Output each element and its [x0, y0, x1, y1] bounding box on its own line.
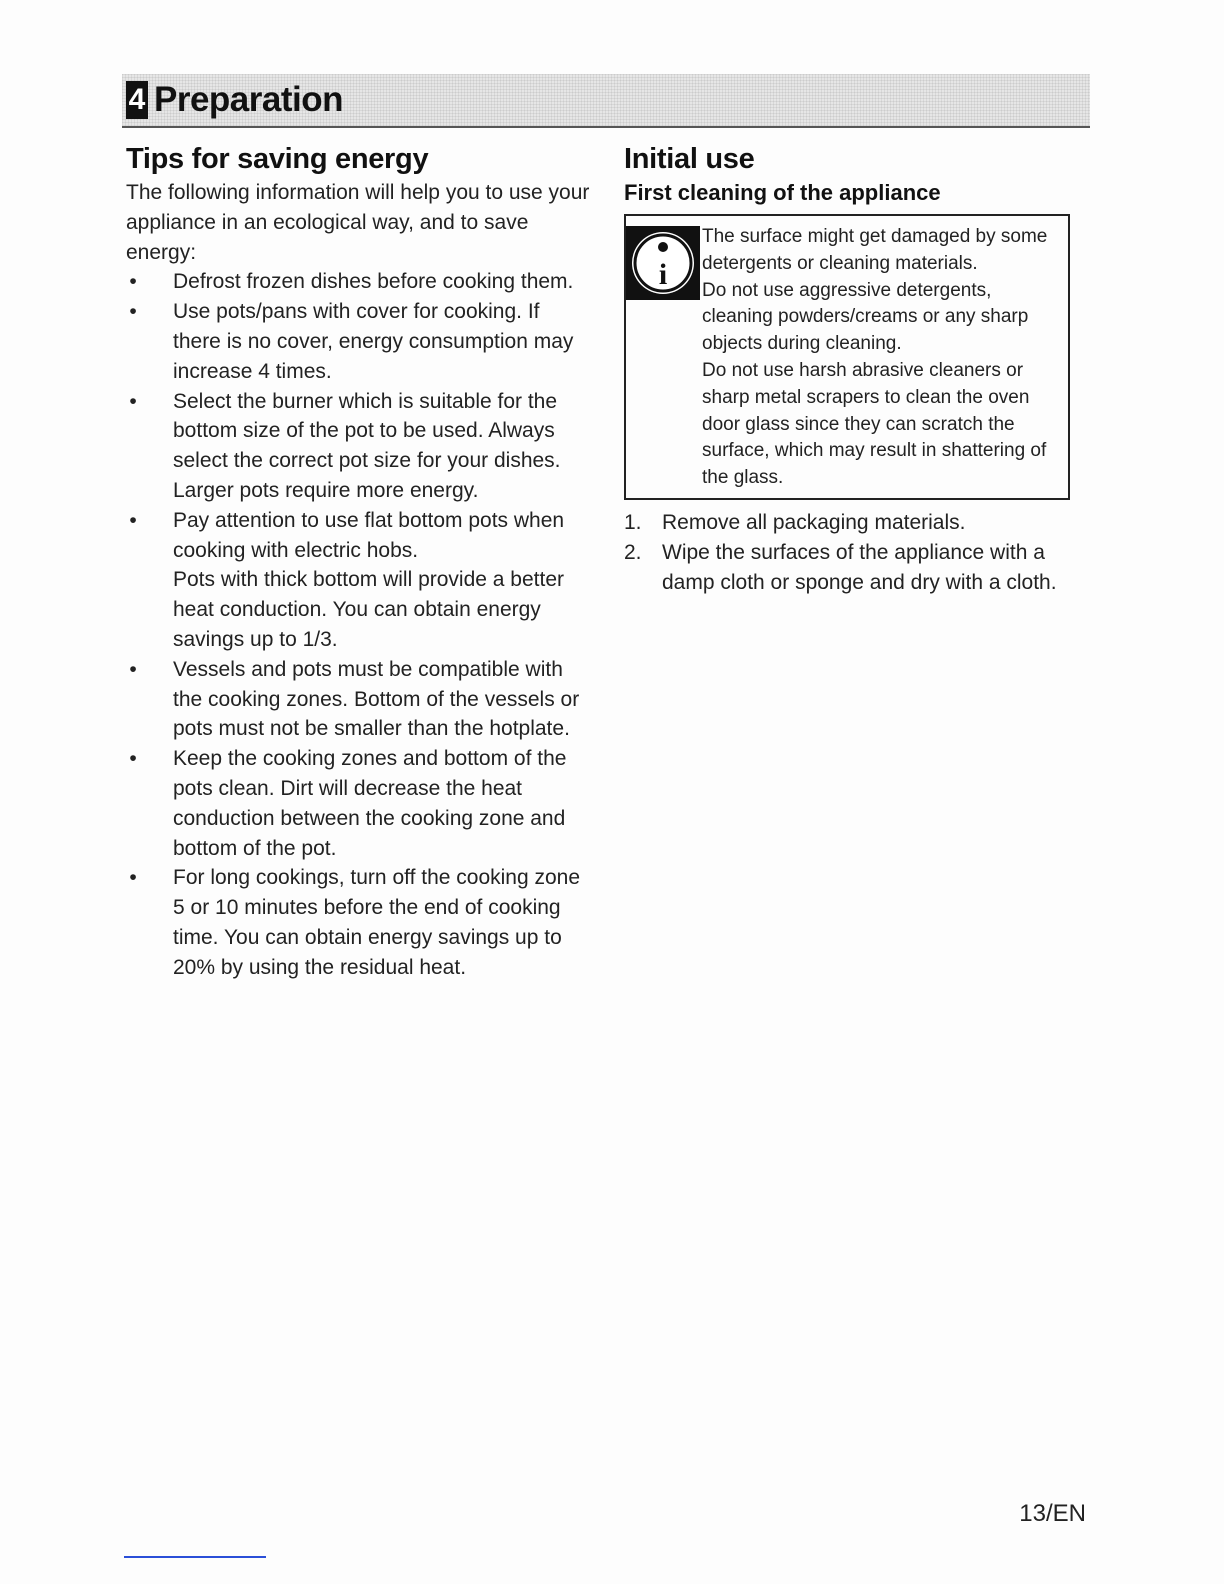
bullet-icon: • — [129, 300, 137, 324]
note-line: The surface might get damaged by some detergents or cleaning materials. — [702, 226, 1048, 274]
note-line: Do not use aggressive detergents, cleaning powders/creams or any sharp objects during cleaning. — [702, 279, 1029, 355]
bullet-icon: • — [129, 657, 137, 681]
bullet-icon: • — [129, 389, 137, 413]
list-item: • Use pots/pans with cover for cooking. If there is no cover, energy consumption may increase 4 times. — [126, 297, 591, 386]
list-item: • Keep the cooking zones and bottom of the pots clean. Dirt will decrease the heat conduction between the cooking zone and bottom of the pot. — [126, 744, 591, 863]
list-item: • For long cookings, turn off the cooking zone 5 or 10 minutes before the end of cooking time. You can obtain energy savings up to 20% by using the residual heat. — [126, 863, 591, 982]
step-number: 1. — [624, 510, 642, 534]
energy-tips-intro: The following information will help you to use your appliance in an ecological way, and to save energy: — [126, 181, 590, 264]
bullet-icon: • — [129, 866, 137, 890]
initial-use-heading: Initial use — [624, 143, 755, 175]
footer-divider — [124, 1556, 266, 1558]
list-item: • Select the burner which is suitable for the bottom size of the pot to be used. Always select the correct pot size for your dishes. Larger pots require more energy. — [126, 387, 591, 506]
list-item-extra: Pots with thick bottom will provide a better heat conduction. You can obtain energy savings up to 1/3. — [173, 568, 565, 651]
note-line: Do not use harsh abrasive cleaners or sharp metal scrapers to clean the oven door glass since they can scratch the surface, which may result in shattering of the glass. — [702, 359, 1047, 489]
bullet-icon: • — [129, 747, 137, 771]
cleaning-steps-list — [624, 508, 1076, 597]
info-icon — [626, 226, 700, 300]
chapter-number: 4 — [126, 81, 148, 119]
bullet-icon: • — [129, 508, 137, 532]
list-item: • Defrost frozen dishes before cooking them. — [126, 267, 591, 297]
energy-tips-list — [126, 267, 591, 982]
list-item: 2. Wipe the surfaces of the appliance with a damp cloth or sponge and dry with a cloth. — [624, 538, 1076, 598]
list-item: • Vessels and pots must be compatible with the cooking zones. Bottom of the vessels or pots must not be smaller than the hotplate. — [126, 655, 591, 744]
chapter-header — [122, 74, 1090, 128]
bullet-icon: • — [129, 270, 137, 294]
svg-text:i: i — [658, 258, 668, 291]
energy-tips-heading: Tips for saving energy — [126, 143, 429, 175]
energy-tips-section — [126, 140, 591, 983]
page-number: 13/EN — [1019, 1500, 1086, 1527]
list-item: • Pay attention to use flat bottom pots when cooking with electric hobs. Pots with thick bottom will provide a better heat conduction. You can obtain energy savings up to 1/3. — [126, 506, 591, 655]
list-item: 1. Remove all packaging materials. — [624, 508, 1076, 538]
initial-use-section — [624, 140, 1076, 597]
step-number: 2. — [624, 540, 642, 564]
first-cleaning-subheading: First cleaning of the appliance — [624, 180, 941, 205]
info-note-box — [624, 214, 1070, 500]
chapter-title: Preparation — [154, 80, 343, 119]
